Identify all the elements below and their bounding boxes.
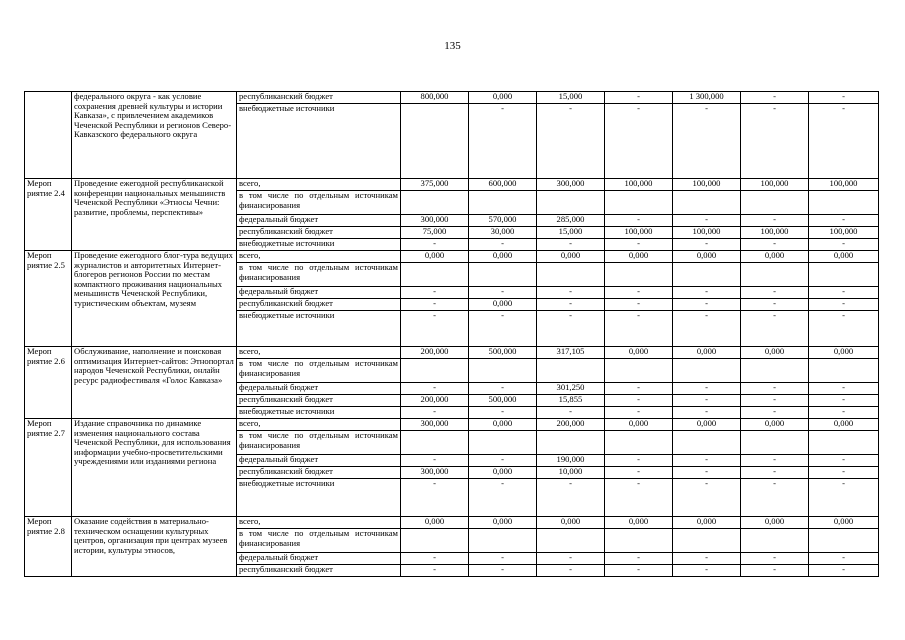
value-cell: - [401,479,469,517]
value-cell: 0,000 [401,251,469,263]
source-label: внебюджетные источники [237,479,401,517]
value-cell: 0,000 [809,517,879,529]
value-cell: 200,000 [537,419,605,431]
value-cell: - [469,553,537,565]
value-cell: - [537,287,605,299]
source-label: федеральный бюджет [237,215,401,227]
value-cell: 0,000 [673,517,741,529]
value-cell [605,529,673,553]
value-cell: - [741,239,809,251]
value-cell: - [673,104,741,179]
value-cell: 300,000 [537,179,605,191]
value-cell: - [741,299,809,311]
value-cell [605,263,673,287]
source-label: внебюджетные источники [237,104,401,179]
value-cell: 100,000 [605,179,673,191]
measure-label: Мероп риятие 2.7 [25,419,72,517]
value-cell: - [673,299,741,311]
measure-name: Издание справочника по динамике изменения национального состава Чеченской Республики, для использования информации учебно-просветительскими учреждениями или изданиями региона [72,419,237,517]
value-cell: 0,000 [605,347,673,359]
value-cell: 800,000 [401,92,469,104]
table-row [25,419,879,431]
value-cell [469,263,537,287]
value-cell [741,359,809,383]
value-cell: 0,000 [469,517,537,529]
measure-name: Проведение ежегодного блог-тура ведущих журналистов и авторитетных Интернет-блогеров регионов России по местам компактного проживания национальных меньшинств Чеченской Республики, туристическим объектам, музеям [72,251,237,347]
value-cell: - [809,287,879,299]
value-cell: - [401,455,469,467]
value-cell: - [605,479,673,517]
value-cell [537,191,605,215]
value-cell: 0,000 [673,347,741,359]
value-cell: 570,000 [469,215,537,227]
value-cell: - [537,299,605,311]
value-cell [469,431,537,455]
value-cell: 0,000 [537,251,605,263]
source-label: в том числе по отдельным источникам финансирования [237,263,401,287]
source-label: республиканский бюджет [237,395,401,407]
value-cell [401,104,469,179]
value-cell: - [673,311,741,347]
value-cell [741,191,809,215]
source-label: федеральный бюджет [237,287,401,299]
value-cell: - [469,239,537,251]
value-cell [537,359,605,383]
table-row [25,251,879,263]
value-cell: - [673,215,741,227]
value-cell: - [469,479,537,517]
financing-table [24,91,879,577]
value-cell: - [605,299,673,311]
value-cell: - [401,553,469,565]
value-cell [401,529,469,553]
value-cell: - [605,215,673,227]
value-cell: 190,000 [537,455,605,467]
value-cell: - [469,287,537,299]
value-cell: - [741,92,809,104]
source-label: в том числе по отдельным источникам финансирования [237,529,401,553]
value-cell: - [469,104,537,179]
value-cell: - [401,311,469,347]
value-cell: 0,000 [469,299,537,311]
value-cell: - [673,467,741,479]
value-cell: 0,000 [469,467,537,479]
value-cell: - [741,215,809,227]
source-label: федеральный бюджет [237,553,401,565]
value-cell: - [605,395,673,407]
value-cell: 0,000 [605,419,673,431]
source-label: республиканский бюджет [237,92,401,104]
value-cell: 0,000 [469,251,537,263]
value-cell [809,359,879,383]
value-cell [469,529,537,553]
value-cell: - [741,553,809,565]
value-cell [673,529,741,553]
value-cell: 100,000 [605,227,673,239]
value-cell: - [809,407,879,419]
table-row [25,179,879,191]
value-cell [741,529,809,553]
value-cell: 15,000 [537,227,605,239]
value-cell [673,263,741,287]
value-cell: 0,000 [469,92,537,104]
value-cell: - [537,479,605,517]
value-cell: 0,000 [401,517,469,529]
measure-name: федерального округа - как условие сохранения древней культуры и истории Кавказа», с привлечением академиков Чеченской Республики и регионов Северо-Кавказского федерального округа [72,92,237,179]
value-cell: - [741,467,809,479]
value-cell: 100,000 [741,179,809,191]
value-cell: - [673,479,741,517]
value-cell: - [605,553,673,565]
value-cell: 200,000 [401,347,469,359]
value-cell: - [809,553,879,565]
value-cell: 0,000 [741,419,809,431]
value-cell: - [741,395,809,407]
source-label: федеральный бюджет [237,455,401,467]
value-cell: 0,000 [809,251,879,263]
value-cell: 300,000 [401,467,469,479]
source-label: в том числе по отдельным источникам финансирования [237,359,401,383]
source-label: всего, [237,419,401,431]
value-cell [809,191,879,215]
value-cell [673,191,741,215]
value-cell [741,263,809,287]
value-cell: - [401,239,469,251]
table-row [25,517,879,529]
value-cell: 300,000 [401,419,469,431]
value-cell: 0,000 [741,347,809,359]
value-cell [809,263,879,287]
value-cell: 0,000 [605,517,673,529]
source-label: всего, [237,347,401,359]
value-cell: - [809,215,879,227]
value-cell: 600,000 [469,179,537,191]
value-cell: 500,000 [469,395,537,407]
table-row [25,347,879,359]
source-label: в том числе по отдельным источникам финансирования [237,431,401,455]
value-cell [401,359,469,383]
value-cell [809,431,879,455]
value-cell [809,529,879,553]
source-label: внебюджетные источники [237,239,401,251]
value-cell: - [673,395,741,407]
source-label: внебюджетные источники [237,407,401,419]
value-cell: 10,000 [537,467,605,479]
value-cell: - [605,455,673,467]
value-cell: - [741,383,809,395]
value-cell: - [469,311,537,347]
value-cell: - [605,407,673,419]
value-cell: - [605,104,673,179]
value-cell: - [605,311,673,347]
source-label: республиканский бюджет [237,227,401,239]
value-cell: - [809,239,879,251]
value-cell: 75,000 [401,227,469,239]
source-label: всего, [237,179,401,191]
value-cell: - [673,239,741,251]
value-cell: - [605,565,673,577]
value-cell [401,263,469,287]
value-cell: 200,000 [401,395,469,407]
value-cell: - [673,407,741,419]
source-label: внебюджетные источники [237,311,401,347]
value-cell: - [401,407,469,419]
value-cell: - [741,565,809,577]
value-cell: 0,000 [673,419,741,431]
value-cell: - [605,383,673,395]
value-cell [605,359,673,383]
value-cell: 100,000 [809,227,879,239]
value-cell: 0,000 [673,251,741,263]
value-cell: - [809,92,879,104]
page-number: 135 [444,40,461,52]
value-cell: - [537,104,605,179]
value-cell: 0,000 [809,419,879,431]
value-cell [741,431,809,455]
value-cell: 15,000 [537,92,605,104]
value-cell [537,263,605,287]
measure-label: Мероп риятие 2.4 [25,179,72,251]
value-cell [537,529,605,553]
value-cell: - [401,287,469,299]
value-cell: - [401,383,469,395]
value-cell [605,431,673,455]
value-cell: 0,000 [469,419,537,431]
value-cell: - [537,239,605,251]
value-cell: 300,000 [401,215,469,227]
value-cell [605,191,673,215]
value-cell [469,359,537,383]
value-cell: 100,000 [809,179,879,191]
value-cell [401,191,469,215]
measure-label: Мероп риятие 2.6 [25,347,72,419]
source-label: республиканский бюджет [237,565,401,577]
measure-name: Оказание содействия в материально-техническом оснащении культурных центров, организация при центрах музеев истории, культуры этносов, [72,517,237,577]
value-cell: - [469,383,537,395]
value-cell: - [605,287,673,299]
value-cell: - [809,104,879,179]
value-cell: - [809,565,879,577]
value-cell: - [469,407,537,419]
value-cell: - [673,287,741,299]
value-cell: 285,000 [537,215,605,227]
value-cell: 0,000 [741,251,809,263]
value-cell: - [537,565,605,577]
value-cell [469,191,537,215]
table-row [25,92,879,104]
value-cell: 100,000 [741,227,809,239]
value-cell: - [809,299,879,311]
value-cell: - [673,565,741,577]
value-cell: 375,000 [401,179,469,191]
value-cell: - [673,553,741,565]
value-cell [673,431,741,455]
value-cell: - [537,553,605,565]
source-label: федеральный бюджет [237,383,401,395]
value-cell: - [401,565,469,577]
value-cell: 0,000 [809,347,879,359]
value-cell: - [741,479,809,517]
value-cell: 317,105 [537,347,605,359]
value-cell: 100,000 [673,227,741,239]
source-label: всего, [237,517,401,529]
source-label: всего, [237,251,401,263]
value-cell: - [741,287,809,299]
value-cell: - [605,467,673,479]
measure-name: Обслуживание, наполнение и поисковая оптимизация Интернет-сайтов: Этнопортал народов Чеченской Республики, онлайн ресурс радиофестиваля «Голос Кавказа» [72,347,237,419]
value-cell: - [537,407,605,419]
value-cell: 1 300,000 [673,92,741,104]
value-cell: 15,855 [537,395,605,407]
value-cell: 500,000 [469,347,537,359]
value-cell: 30,000 [469,227,537,239]
value-cell: - [809,383,879,395]
value-cell: - [809,455,879,467]
value-cell: - [605,239,673,251]
value-cell: 0,000 [741,517,809,529]
value-cell: - [401,299,469,311]
value-cell [401,431,469,455]
source-label: в том числе по отдельным источникам финансирования [237,191,401,215]
value-cell: - [673,455,741,467]
value-cell: - [469,455,537,467]
source-label: республиканский бюджет [237,467,401,479]
value-cell: 100,000 [673,179,741,191]
value-cell: - [809,479,879,517]
measure-label: Мероп риятие 2.5 [25,251,72,347]
value-cell: - [469,565,537,577]
value-cell: 301,250 [537,383,605,395]
value-cell: - [741,407,809,419]
value-cell: 0,000 [537,517,605,529]
measure-label: Мероп риятие 2.8 [25,517,72,577]
value-cell: - [741,104,809,179]
value-cell: - [809,395,879,407]
measure-label-cell [25,92,72,179]
value-cell: - [605,92,673,104]
value-cell: - [673,383,741,395]
value-cell: - [741,455,809,467]
source-label: республиканский бюджет [237,299,401,311]
value-cell [537,431,605,455]
value-cell [673,359,741,383]
value-cell: - [741,311,809,347]
value-cell: - [809,467,879,479]
table-body [25,92,879,577]
value-cell: - [537,311,605,347]
measure-name: Проведение ежегодной республиканской конференции национальных меньшинств Чеченской Республики «Этносы Чечни: развитие, проблемы, перспективы» [72,179,237,251]
value-cell: - [809,311,879,347]
value-cell: 0,000 [605,251,673,263]
